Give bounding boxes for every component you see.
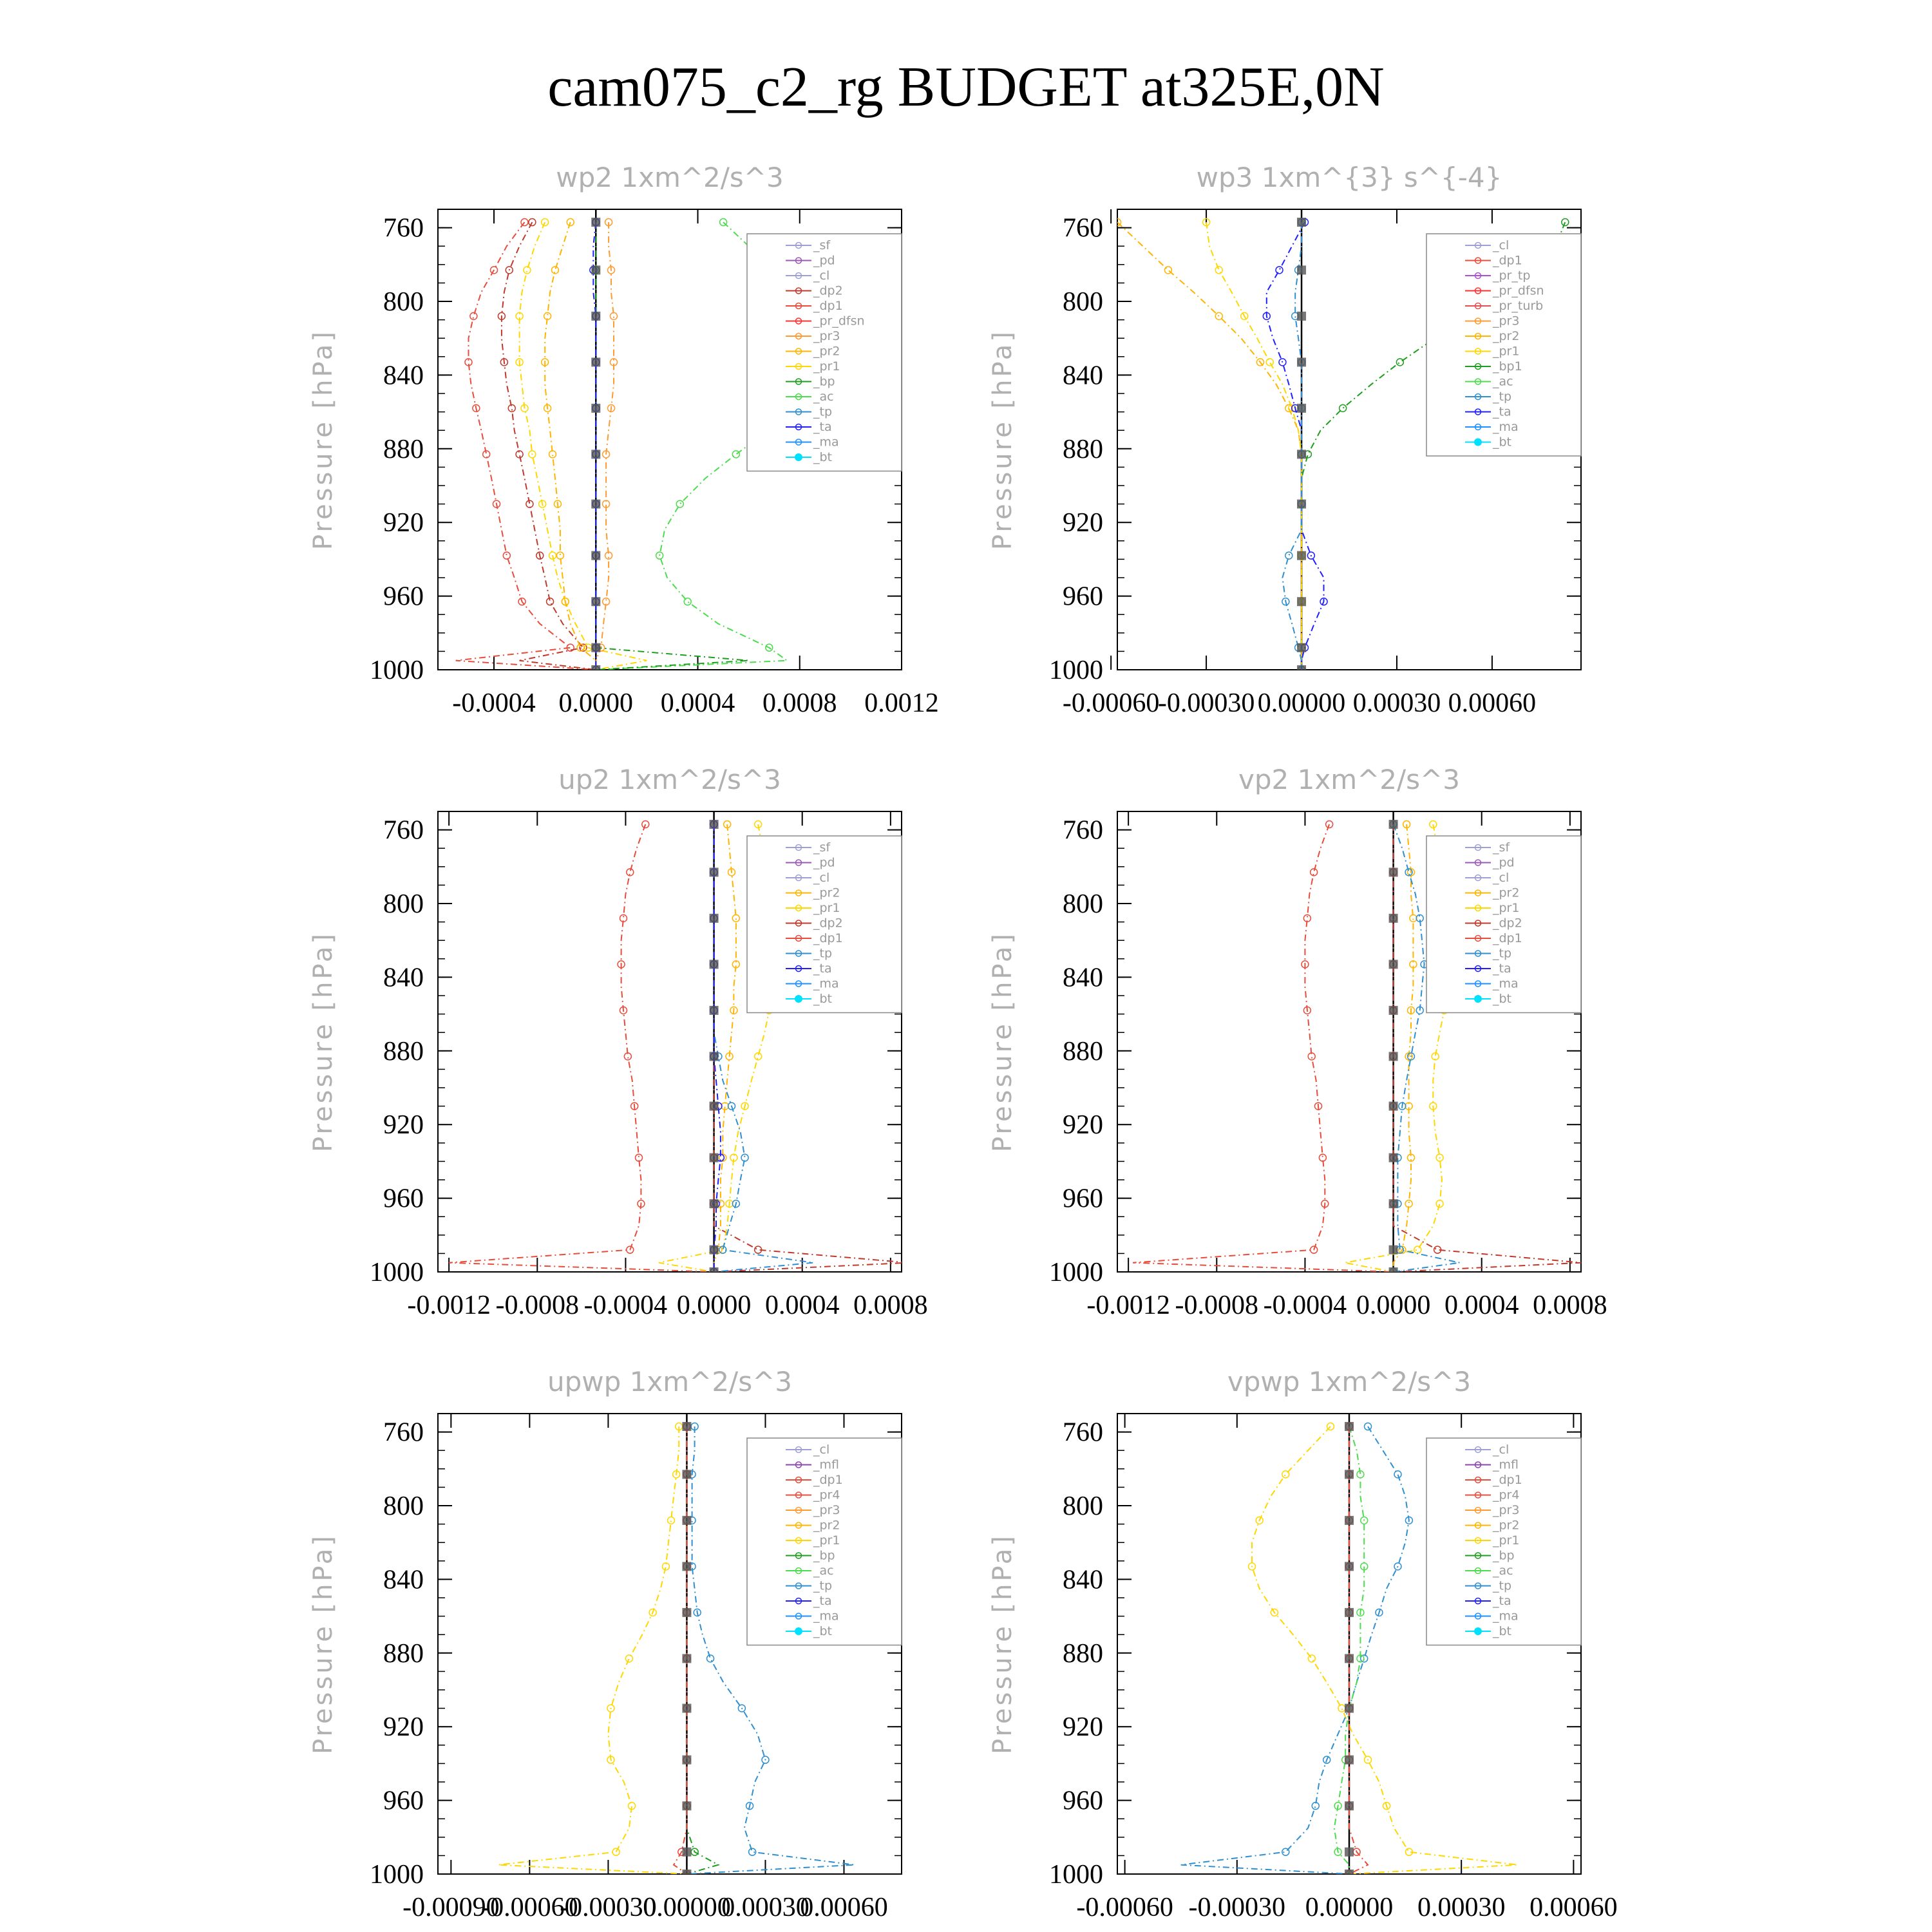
- legend-marker: [795, 995, 802, 1003]
- legend-label: _bp1: [1493, 359, 1522, 374]
- y-tick-label: 760: [1063, 213, 1103, 243]
- x-tick-label: 0.00060: [1530, 1893, 1618, 1922]
- legend-label: _dp1: [813, 299, 843, 313]
- x-tick-label: -0.0004: [583, 1291, 668, 1320]
- zero-marker: [591, 265, 600, 274]
- series-point: [612, 1848, 620, 1855]
- zero-marker: [1297, 357, 1306, 366]
- zero-marker: [1297, 450, 1306, 459]
- x-tick-label: -0.00030: [1157, 688, 1255, 718]
- series-line-pr2: [1117, 222, 1302, 670]
- legend-label: _pr4: [1493, 1488, 1520, 1502]
- legend-label: _bt: [813, 1624, 833, 1638]
- legend-label: _ac: [1493, 374, 1513, 389]
- legend-label: _ma: [1493, 1609, 1519, 1624]
- legend-marker: [1474, 1627, 1482, 1635]
- series-point: [503, 552, 510, 559]
- zero-marker: [710, 1199, 719, 1208]
- y-tick-label: 880: [383, 434, 424, 464]
- legend-label: _ta: [813, 961, 832, 976]
- legend-label: _pd: [1493, 855, 1515, 870]
- zero-marker: [1345, 1704, 1354, 1713]
- legend-label: _pd: [813, 855, 835, 870]
- legend-label: _pr_turb: [1493, 299, 1544, 313]
- y-tick-label: 920: [1063, 1712, 1103, 1743]
- zero-marker: [1345, 1801, 1354, 1810]
- y-tick-label: 880: [1063, 1036, 1103, 1066]
- y-tick-label: 800: [383, 287, 424, 317]
- series-point: [720, 219, 727, 226]
- legend-label: _bt: [813, 992, 833, 1006]
- y-tick-label: 840: [383, 963, 424, 993]
- series-point: [524, 267, 531, 274]
- zero-marker: [710, 1267, 719, 1276]
- chart-panel-6: [988, 1366, 1618, 1922]
- zero-marker: [682, 1756, 691, 1765]
- legend-label: _bp: [1493, 1548, 1515, 1563]
- legend-label: _cl: [813, 269, 830, 283]
- zero-marker: [682, 1608, 691, 1617]
- series-line-pr1: [498, 1426, 687, 1874]
- zero-marker: [1389, 1245, 1398, 1255]
- x-tick-label: -0.0012: [1086, 1291, 1170, 1320]
- zero-marker: [710, 960, 719, 969]
- zero-marker: [1389, 867, 1398, 876]
- zero-marker: [1389, 1267, 1398, 1276]
- zero-marker: [1345, 1470, 1354, 1479]
- series-point: [684, 598, 691, 605]
- zero-marker: [1297, 265, 1306, 274]
- legend-label: _dp1: [1493, 931, 1522, 945]
- series-point: [1308, 1655, 1315, 1662]
- x-tick-label: 0.0004: [764, 1291, 840, 1320]
- zero-marker: [1345, 1870, 1354, 1879]
- y-tick-label: 1000: [1049, 656, 1103, 685]
- legend-label: _dp2: [813, 283, 843, 298]
- zero-marker: [1297, 404, 1306, 413]
- chart-panel-1: [308, 162, 939, 718]
- legend-label: _ma: [813, 976, 839, 991]
- series-line-tp: [1181, 1426, 1409, 1874]
- legend-label: _pr4: [813, 1488, 840, 1502]
- zero-marker: [682, 1848, 691, 1857]
- zero-marker: [591, 665, 600, 674]
- x-tick-label: -0.0008: [1175, 1291, 1259, 1320]
- series-point: [1319, 1154, 1326, 1161]
- series-point: [707, 1655, 714, 1662]
- y-tick-label: 760: [1063, 815, 1103, 846]
- legend-label: _pr3: [1493, 314, 1520, 328]
- x-tick-label: 0.0008: [853, 1291, 928, 1320]
- series-line-pr2: [545, 222, 596, 670]
- series-point: [610, 312, 617, 319]
- zero-marker: [591, 404, 600, 413]
- y-tick-label: 840: [1063, 1565, 1103, 1595]
- legend-label: _bt: [1493, 992, 1512, 1006]
- legend-label: _cl: [813, 871, 830, 885]
- zero-marker: [1389, 914, 1398, 923]
- zero-marker: [591, 597, 600, 606]
- y-tick-label: 1000: [1049, 1258, 1103, 1287]
- x-tick-label: 0.00030: [1417, 1893, 1506, 1922]
- zero-marker: [591, 500, 600, 509]
- series-point: [732, 914, 739, 922]
- series-point: [1340, 404, 1347, 412]
- zero-marker: [710, 1052, 719, 1061]
- y-tick-label: 960: [1063, 582, 1103, 612]
- legend-label: _pr_dfsn: [1493, 283, 1544, 298]
- zero-marker: [1389, 1102, 1398, 1111]
- zero-marker: [591, 312, 600, 321]
- legend-label: _tp: [813, 1578, 833, 1593]
- x-tick-label: 0.0000: [558, 688, 634, 718]
- legend-label: _pr2: [1493, 1518, 1520, 1533]
- y-tick-label: 840: [1063, 361, 1103, 391]
- x-tick-label: 0.00000: [1257, 688, 1346, 718]
- zero-marker: [591, 450, 600, 459]
- series-point: [1396, 359, 1403, 366]
- legend-label: _ac: [813, 390, 834, 404]
- y-tick-label: 920: [1063, 508, 1103, 538]
- zero-marker: [682, 1470, 691, 1479]
- legend-label: _tp: [813, 946, 833, 961]
- series-point: [1436, 1200, 1443, 1208]
- legend-label: _tp: [813, 404, 833, 419]
- legend-label: _bt: [813, 450, 833, 464]
- panel-title: wp2 1xm^2/s^3: [556, 162, 784, 193]
- zero-marker: [1297, 643, 1306, 652]
- panel-title: vpwp 1xm^2/s^3: [1227, 1366, 1472, 1397]
- y-tick-label: 880: [1063, 1638, 1103, 1669]
- x-tick-label: 0.0008: [762, 688, 837, 718]
- y-tick-label: 800: [1063, 889, 1103, 919]
- series-line-dp2: [502, 222, 596, 670]
- zero-marker: [1389, 820, 1398, 829]
- legend-label: _cl: [813, 1443, 830, 1457]
- y-tick-label: 920: [383, 1110, 424, 1141]
- zero-marker: [682, 1422, 691, 1431]
- chart-panel-5: [308, 1366, 902, 1922]
- legend-label: _mfl: [813, 1457, 839, 1472]
- y-tick-label: 800: [1063, 1492, 1103, 1521]
- y-tick-label: 760: [383, 213, 424, 243]
- legend-marker: [795, 453, 802, 461]
- series-point: [1266, 359, 1273, 366]
- y-tick-label: 920: [1063, 1110, 1103, 1141]
- zero-marker: [1345, 1654, 1354, 1663]
- series-point: [741, 1154, 748, 1161]
- y-tick-label: 840: [1063, 963, 1103, 993]
- panel-title: wp3 1xm^{3} s^{-4}: [1196, 162, 1502, 193]
- y-tick-label: 800: [383, 889, 424, 919]
- legend-label: _dp1: [813, 931, 843, 945]
- zero-marker: [710, 1153, 719, 1162]
- x-tick-label: 0.0000: [676, 1291, 752, 1320]
- legend-label: _sf: [813, 840, 831, 855]
- series-line-pr1: [520, 222, 647, 670]
- x-tick-label: -0.0012: [407, 1291, 491, 1320]
- legend-label: _pr_dfsn: [813, 314, 865, 328]
- series-point: [732, 451, 739, 458]
- legend-label: _dp1: [1493, 1473, 1522, 1487]
- legend-label: _bt: [1493, 1624, 1512, 1638]
- legend-label: _ta: [1493, 404, 1511, 419]
- y-tick-label: 760: [1063, 1417, 1103, 1448]
- y-tick-label: 840: [383, 1565, 424, 1595]
- series-point: [1215, 267, 1222, 274]
- series-point: [676, 500, 683, 507]
- legend-label: _ta: [813, 1594, 832, 1608]
- series-line-dp1: [1133, 824, 1394, 1272]
- legend-marker: [795, 1627, 802, 1635]
- legend-label: _pr2: [813, 886, 840, 900]
- x-tick-label: 0.0012: [864, 688, 939, 718]
- y-axis-label: Pressure [hPa]: [988, 329, 1018, 550]
- series-line-bp: [596, 222, 748, 670]
- series-point: [1394, 1471, 1401, 1478]
- panel-title: up2 1xm^2/s^3: [558, 764, 781, 795]
- zero-marker: [1345, 1562, 1354, 1571]
- legend-label: _ta: [813, 420, 832, 434]
- legend-label: _ta: [1493, 1594, 1511, 1608]
- y-tick-label: 920: [383, 508, 424, 538]
- series-point: [1414, 1246, 1421, 1253]
- x-tick-label: -0.00030: [1188, 1893, 1286, 1922]
- legend-label: _pr1: [813, 359, 840, 374]
- zero-marker: [1345, 1422, 1354, 1431]
- y-tick-label: 960: [1063, 1184, 1103, 1214]
- zero-marker: [591, 551, 600, 560]
- y-tick-label: 760: [383, 815, 424, 846]
- zero-marker: [710, 1102, 719, 1111]
- zero-marker: [682, 1562, 691, 1571]
- y-axis-label: Pressure [hPa]: [308, 329, 338, 550]
- x-tick-label: 0.00000: [1305, 1893, 1394, 1922]
- legend-label: _tp: [1493, 390, 1512, 404]
- zero-marker: [682, 1870, 691, 1879]
- legend-label: _dp1: [813, 1473, 843, 1487]
- legend-label: _cl: [1493, 871, 1510, 885]
- legend-marker: [1474, 439, 1482, 446]
- zero-marker: [1389, 1153, 1398, 1162]
- y-tick-label: 880: [1063, 434, 1103, 464]
- y-tick-label: 760: [383, 1417, 424, 1448]
- x-tick-label: 0.0000: [1356, 1291, 1431, 1320]
- legend-label: _pr1: [1493, 901, 1520, 915]
- y-axis-label: Pressure [hPa]: [308, 931, 338, 1152]
- series-point: [1338, 1705, 1345, 1712]
- legend-label: _pr1: [813, 901, 840, 915]
- x-tick-label: -0.00060: [1062, 688, 1160, 718]
- y-tick-label: 960: [383, 582, 424, 612]
- chart-panel-3: [308, 764, 928, 1320]
- series-point: [1164, 267, 1171, 274]
- zero-marker: [710, 1006, 719, 1015]
- legend-label: _dp2: [813, 916, 843, 931]
- zero-marker: [591, 357, 600, 366]
- zero-marker: [1297, 665, 1306, 674]
- x-tick-label: 0.00030: [1352, 688, 1441, 718]
- series-point: [1285, 552, 1293, 559]
- legend-label: _mfl: [1493, 1457, 1519, 1472]
- legend-label: _dp2: [1493, 916, 1522, 931]
- x-tick-label: 0.00000: [643, 1893, 731, 1922]
- legend-label: _pr3: [813, 329, 840, 343]
- x-tick-label: 0.00060: [1448, 688, 1537, 718]
- zero-marker: [1297, 500, 1306, 509]
- legend-label: _pd: [813, 253, 835, 268]
- x-tick-label: 0.00060: [800, 1893, 888, 1922]
- zero-marker: [591, 643, 600, 652]
- x-tick-label: -0.0004: [1263, 1291, 1347, 1320]
- chart-panel-2: [988, 162, 1581, 718]
- legend-label: _pr1: [1493, 1533, 1520, 1548]
- series-point: [1282, 1471, 1289, 1478]
- y-tick-label: 920: [383, 1712, 424, 1743]
- series-point: [1410, 914, 1417, 922]
- legend-label: _ma: [813, 1609, 839, 1624]
- series-point: [636, 1154, 643, 1161]
- y-axis-label: Pressure [hPa]: [988, 1533, 1018, 1754]
- legend-label: _pr2: [1493, 886, 1520, 900]
- panel-title: vp2 1xm^2/s^3: [1238, 764, 1460, 795]
- zero-marker: [710, 820, 719, 829]
- x-tick-label: 0.0004: [660, 688, 735, 718]
- zero-marker: [1297, 312, 1306, 321]
- y-tick-label: 1000: [370, 1258, 424, 1287]
- zero-marker: [710, 914, 719, 923]
- legend-label: _pr_tp: [1493, 269, 1531, 283]
- zero-marker: [710, 1245, 719, 1255]
- x-tick-label: 0.0008: [1533, 1291, 1607, 1320]
- series-point: [1276, 267, 1283, 274]
- legend-label: _bt: [1493, 435, 1512, 450]
- legend-label: _cl: [1493, 238, 1510, 252]
- legend-label: _ma: [1493, 420, 1519, 434]
- y-tick-label: 800: [383, 1492, 424, 1521]
- series-point: [556, 552, 564, 559]
- legend-label: _pr2: [813, 1518, 840, 1533]
- y-tick-label: 960: [383, 1184, 424, 1214]
- zero-marker: [1345, 1516, 1354, 1525]
- legend-label: _ac: [813, 1564, 834, 1578]
- chart-panel-4: [988, 764, 1607, 1320]
- x-tick-label: -0.0008: [495, 1291, 580, 1320]
- zero-marker: [1345, 1756, 1354, 1765]
- x-tick-label: 0.0004: [1444, 1291, 1519, 1320]
- figure-title: cam075_c2_rg BUDGET at325E,0N: [547, 56, 1385, 118]
- zero-marker: [1297, 218, 1306, 227]
- y-tick-label: 1000: [1049, 1860, 1103, 1889]
- y-tick-label: 1000: [370, 656, 424, 685]
- zero-marker: [1345, 1608, 1354, 1617]
- zero-marker: [682, 1654, 691, 1663]
- x-tick-label: 0.00030: [721, 1893, 810, 1922]
- x-tick-label: -0.00060: [481, 1893, 578, 1922]
- legend-label: _cl: [1493, 1443, 1510, 1457]
- zero-marker: [1297, 597, 1306, 606]
- legend-label: _bp: [813, 1548, 835, 1563]
- y-tick-label: 800: [1063, 287, 1103, 317]
- y-tick-label: 880: [383, 1036, 424, 1066]
- x-tick-label: -0.00060: [1076, 1893, 1173, 1922]
- y-axis-label: Pressure [hPa]: [308, 1533, 338, 1754]
- legend-label: _pr1: [1493, 344, 1520, 359]
- panel-title: upwp 1xm^2/s^3: [547, 1366, 792, 1397]
- y-tick-label: 1000: [370, 1860, 424, 1889]
- y-tick-label: 960: [1063, 1786, 1103, 1816]
- legend-label: _pr3: [813, 1503, 840, 1517]
- zero-marker: [1345, 1848, 1354, 1857]
- legend-label: _ma: [1493, 976, 1519, 991]
- x-tick-label: -0.00030: [560, 1893, 657, 1922]
- legend-label: _sf: [1493, 840, 1510, 855]
- legend-label: _tp: [1493, 1578, 1512, 1593]
- zero-marker: [1389, 1199, 1398, 1208]
- y-axis-label: Pressure [hPa]: [988, 931, 1018, 1152]
- series-point: [668, 1517, 675, 1524]
- legend-label: _ac: [1493, 1564, 1513, 1578]
- zero-marker: [1389, 1052, 1398, 1061]
- legend-marker: [1474, 995, 1482, 1003]
- x-tick-label: -0.00090: [402, 1893, 500, 1922]
- zero-marker: [682, 1516, 691, 1525]
- y-tick-label: 840: [383, 361, 424, 391]
- series-point: [625, 1655, 632, 1662]
- legend-label: _sf: [813, 238, 831, 252]
- y-tick-label: 880: [383, 1638, 424, 1669]
- y-tick-label: 960: [383, 1786, 424, 1816]
- series-line-pr1: [1206, 222, 1302, 670]
- legend-label: _dp1: [1493, 253, 1522, 268]
- series-point: [549, 451, 556, 458]
- series-line-dp1: [449, 824, 714, 1272]
- legend-label: _ma: [813, 435, 839, 450]
- legend-label: _pr2: [813, 344, 840, 359]
- zero-marker: [1297, 551, 1306, 560]
- legend-label: _pr3: [1493, 1503, 1520, 1517]
- zero-marker: [1389, 1006, 1398, 1015]
- legend-label: _ta: [1493, 961, 1511, 976]
- legend-label: _bp: [813, 374, 835, 389]
- legend-label: _pr1: [813, 1533, 840, 1548]
- zero-marker: [591, 218, 600, 227]
- x-tick-label: -0.0004: [452, 688, 536, 718]
- legend-label: _tp: [1493, 946, 1512, 961]
- zero-marker: [682, 1704, 691, 1713]
- zero-marker: [1389, 960, 1398, 969]
- legend-label: _pr2: [1493, 329, 1520, 343]
- zero-marker: [710, 867, 719, 876]
- zero-marker: [682, 1801, 691, 1810]
